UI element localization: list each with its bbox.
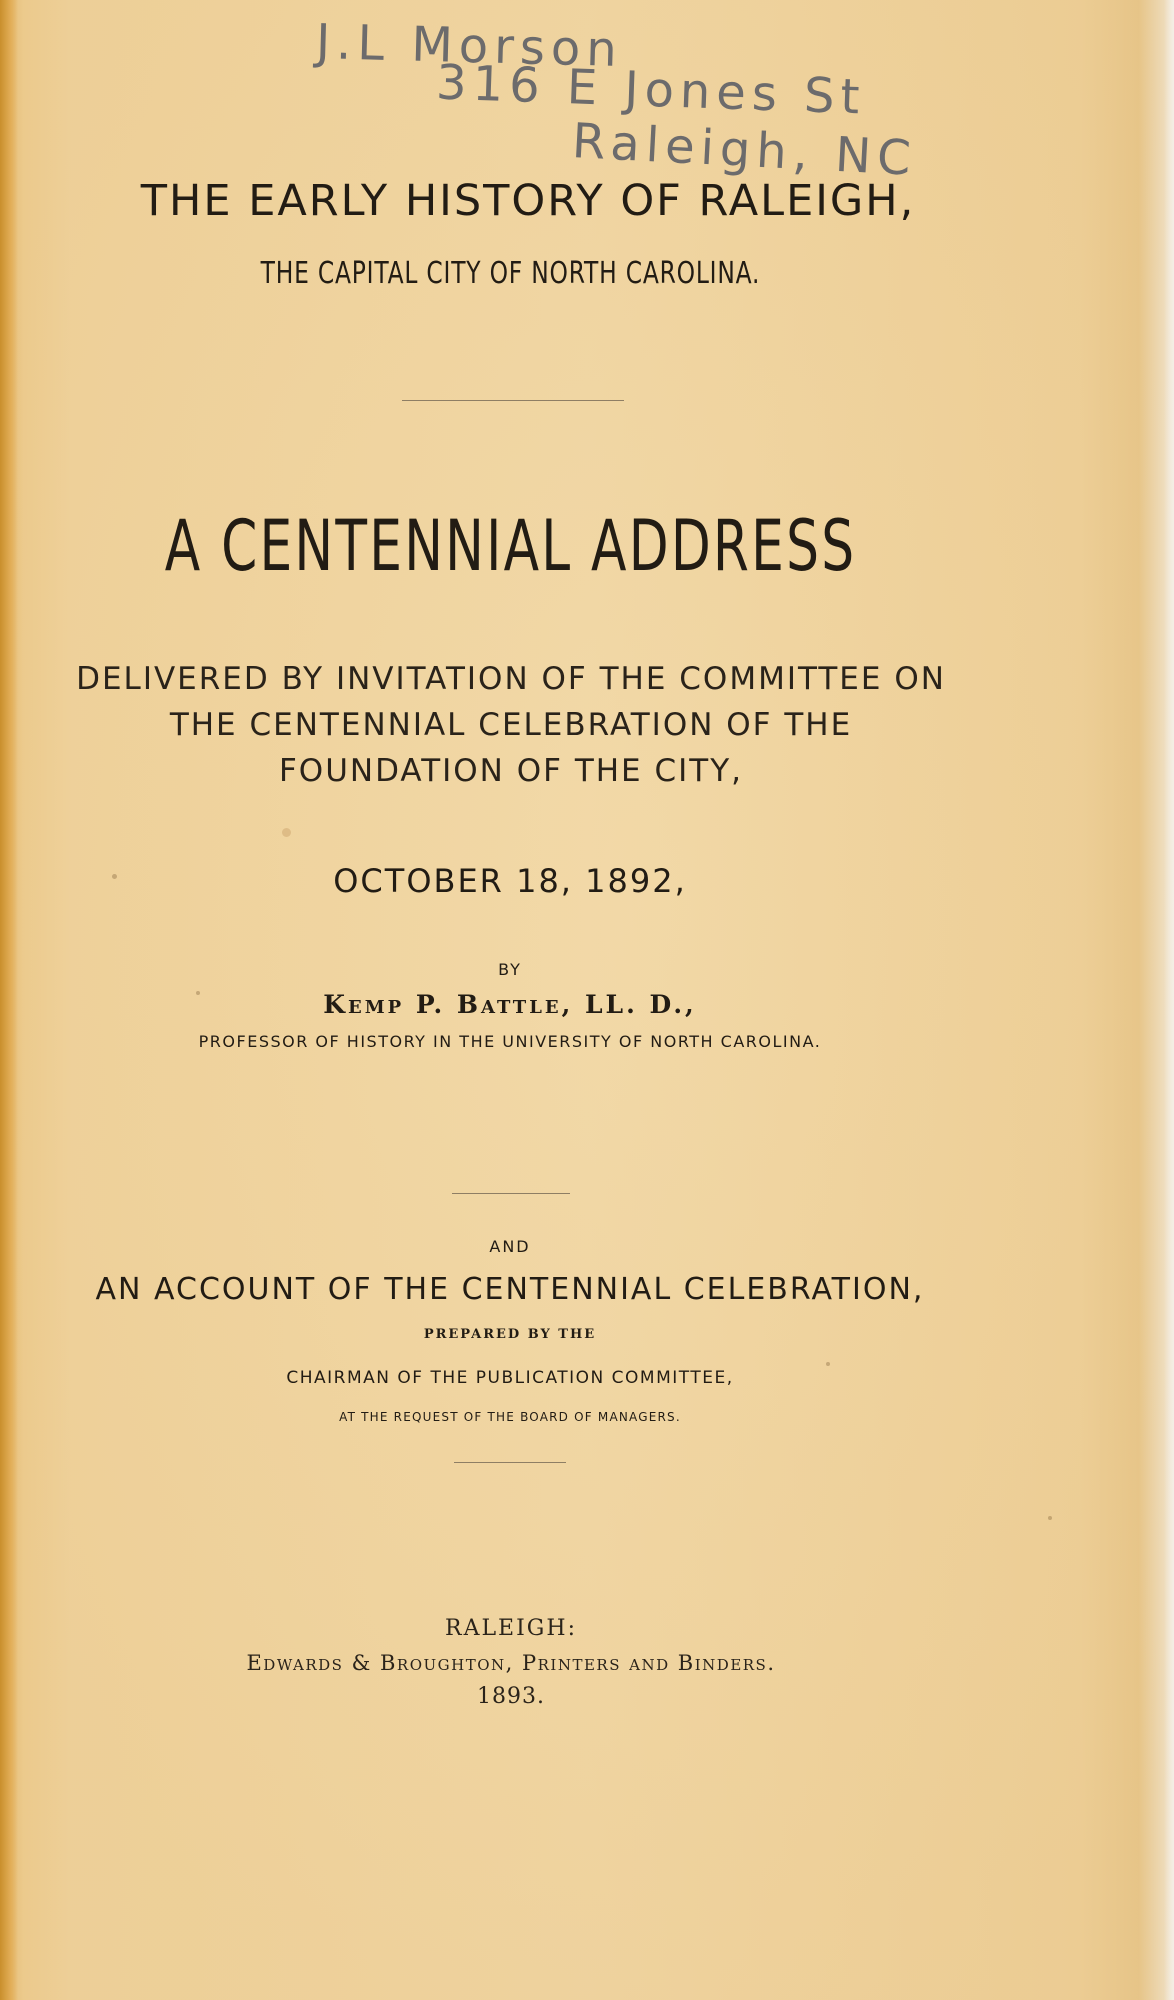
handwritten-name: J.L Morson (315, 13, 624, 79)
prepared-by-label: PREPARED BY THE (423, 1327, 597, 1342)
handwritten-city: Raleigh, NC (570, 113, 918, 187)
paper-speck (196, 991, 200, 995)
delivered-line: FOUNDATION OF THE CITY, (278, 753, 744, 789)
handwritten-street: 316 E Jones St (435, 54, 867, 126)
imprint-printer: Edwards & Broughton, Printers and Binders. (246, 1651, 776, 1675)
by-label: BY (498, 960, 522, 979)
request-line: AT THE REQUEST OF THE BOARD OF MANAGERS. (339, 1410, 681, 1424)
divider-rule (452, 1193, 570, 1194)
delivered-line: THE CENTENNIAL CELEBRATION OF THE (169, 707, 853, 743)
delivered-line: DELIVERED BY INVITATION OF THE COMMITTEE ON (76, 661, 946, 697)
address-date: OCTOBER 18, 1892, (333, 862, 687, 900)
divider-rule (402, 400, 624, 401)
imprint-year: 1893. (477, 1684, 545, 1709)
imprint (0, 1612, 1022, 1714)
author-name: Kemp P. Battle, LL. D., (323, 990, 697, 1019)
account-heading: AN ACCOUNT OF THE CENTENNIAL CELEBRATION, (95, 1272, 925, 1307)
imprint-city: RALEIGH: (445, 1616, 577, 1641)
delivered-statement (0, 656, 1022, 794)
paper-speck (1048, 1516, 1052, 1520)
paper-speck (282, 828, 291, 837)
author-title: PROFESSOR OF HISTORY IN THE UNIVERSITY OF NORTH CAROLINA. (198, 1032, 822, 1051)
chairman-line: CHAIRMAN OF THE PUBLICATION COMMITTEE, (286, 1368, 734, 1388)
paper-speck (826, 1362, 830, 1366)
address-heading: A CENTENNIAL ADDRESS (164, 505, 857, 587)
and-label: AND (489, 1237, 531, 1256)
divider-rule (454, 1462, 566, 1463)
book-subtitle: THE CAPITAL CITY OF NORTH CAROLINA. (260, 256, 761, 291)
paper-speck (112, 874, 117, 879)
book-title: THE EARLY HISTORY OF RALEIGH, (140, 176, 916, 226)
